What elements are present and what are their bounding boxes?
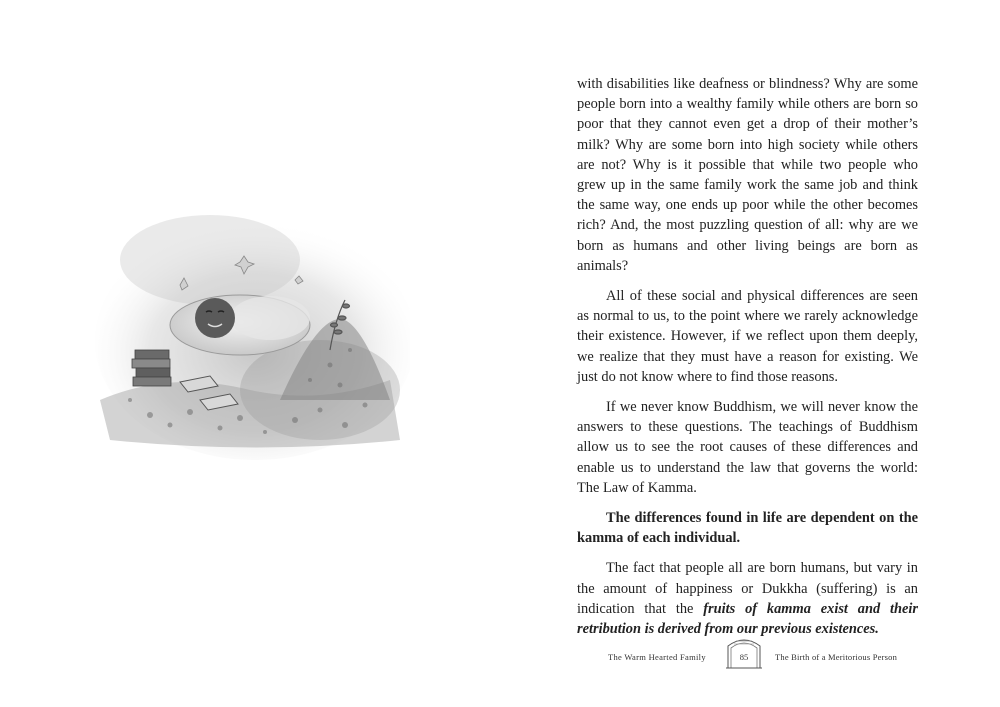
temple-gate-icon <box>724 632 764 670</box>
body-text <box>577 74 918 649</box>
book-title: The Warm Hearted Family <box>608 652 706 662</box>
paragraph-2: All of these social and physical differences are seen as normal to us, to the point where we rarely acknowledge their existence. However, if we reflect upon them deeply, we realize that they must have a reason for existing. We just do not know where to find those reasons. <box>577 288 918 385</box>
chapter-title: The Birth of a Meritorious Person <box>775 652 898 662</box>
page-footer <box>590 632 910 672</box>
paragraph-5-text: The fact that people all are born humans, but vary in the amount of happiness or Dukkha (suffering) is an indication that the <box>577 560 918 617</box>
page-number: 85 <box>739 652 749 662</box>
paragraph-1: with disabilities like deafness or blindness? Why are some people born into a wealthy family while others are born so poor that they cannot even get a drop of their mother’s milk? Why are some born into high society while others are not? Why is it possible that while two people who grew up in the same family work the same job and think the same way, one ends up poor while the other becomes rich? And, the most puzzling question of all: why are we born as humans and other living beings are born as animals? <box>577 76 918 274</box>
right-page <box>500 0 1000 707</box>
sleeping-child-illustration <box>90 200 410 460</box>
paragraph-5-emphasis: fruits of kamma exist and their retribution is derived from our previous existences. <box>577 600 918 638</box>
paragraph-3: If we never know Buddhism, we will never know the answers to these questions. The teachings of Buddhism allow us to see the root causes of these differences and enable us to understand the law that governs the world: The Law of Kamma. <box>577 399 918 496</box>
paragraph-4-bold: The differences found in life are dependent on the kamma of each individual. <box>577 510 918 547</box>
paragraph-5 <box>577 558 918 639</box>
